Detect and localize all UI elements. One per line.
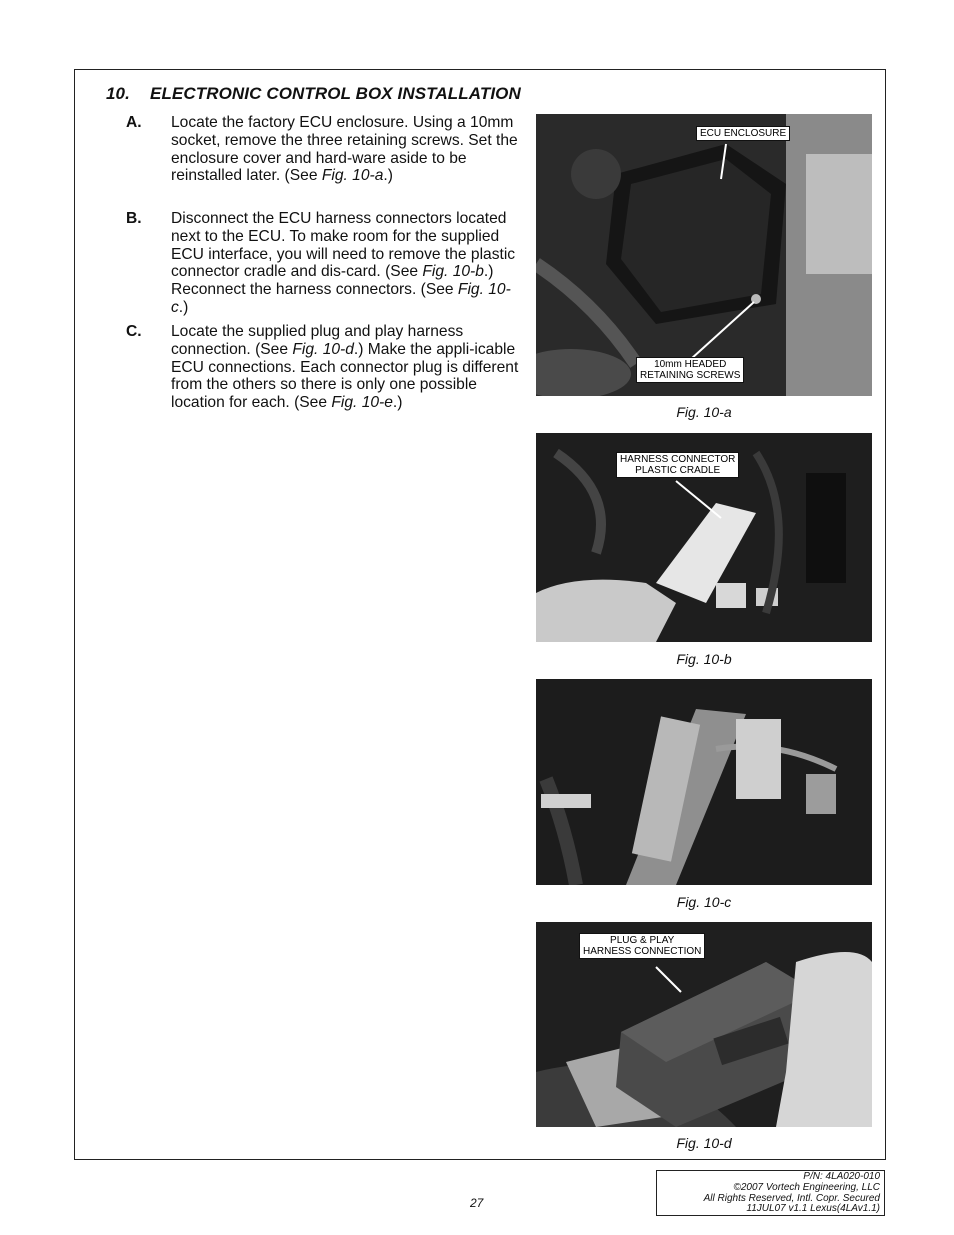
section-title xyxy=(106,84,521,104)
figure-reference: Fig. 10-a xyxy=(321,167,384,185)
section-number: 10. xyxy=(106,84,130,103)
rights-line: All Rights Reserved, Intl. Copr. Secured xyxy=(703,1192,880,1204)
version-line: 11JUL07 v1.1 Lexus(4LAv1.1) xyxy=(746,1203,880,1215)
step-letter: A. xyxy=(126,114,142,131)
step-letter: C. xyxy=(126,323,142,340)
callout-line: HARNESS CONNECTION xyxy=(583,946,702,957)
step-c xyxy=(126,323,526,433)
part-number: P/N: 4LA020-010 xyxy=(803,1171,880,1182)
step-text-part: .) Make the appli-icable ECU connections. Each connector plug is different from the others so there is only one possible location for each. (See xyxy=(171,340,519,412)
callout-line: 10mm HEADED xyxy=(654,359,727,370)
section-title-text: ELECTRONIC CONTROL BOX INSTALLATION xyxy=(150,84,521,103)
callout-line: PLASTIC CRADLE xyxy=(635,465,721,476)
figure-caption: Fig. 10-a xyxy=(676,404,732,420)
callout-retaining-screws xyxy=(636,357,744,383)
copyright-line: ©2007 Vortech Engineering, LLC xyxy=(733,1181,880,1193)
figure-10c-photo xyxy=(536,679,872,885)
step-text-part: Locate the factory ECU enclosure. Using a 10mm socket, remove the three retaining screws. Set the enclosure cover and hard-ware aside to be reinstalled later. (See xyxy=(171,114,518,185)
figure-10d-photo xyxy=(536,922,872,1127)
step-text-part: .) Reconnect the harness connectors. (See xyxy=(171,263,494,299)
copyright-box xyxy=(656,1170,885,1216)
step-a xyxy=(126,114,526,206)
figure-reference: Fig. 10-c xyxy=(171,281,511,316)
callout-plug-play xyxy=(579,933,705,959)
figure-reference: Fig. 10-d xyxy=(292,340,354,358)
step-text-part: .) xyxy=(178,298,189,316)
step-letter: B. xyxy=(126,210,142,227)
figure-caption: Fig. 10-d xyxy=(676,1135,732,1151)
callout-line: RETAINING SCREWS xyxy=(640,370,741,381)
figure-caption: Fig. 10-b xyxy=(676,651,732,667)
callout-ecu-enclosure: ECU ENCLOSURE xyxy=(696,126,790,141)
figure-10a-photo xyxy=(536,114,872,396)
step-text xyxy=(171,323,523,412)
step-b xyxy=(126,210,526,320)
step-text-part: Disconnect the ECU harness connectors located next to the ECU. To make room for the supplied ECU interface, you will need to remove the plastic connector cradle and dis-card. (See xyxy=(171,210,516,281)
callout-plastic-cradle xyxy=(616,452,739,478)
callout-line: PLUG & PLAY xyxy=(610,935,675,946)
page-number: 27 xyxy=(470,1196,484,1210)
step-text xyxy=(171,114,523,185)
figure-10b-photo xyxy=(536,433,872,642)
figure-caption: Fig. 10-c xyxy=(676,894,732,910)
figure-reference: Fig. 10-b xyxy=(422,263,484,281)
callout-line: HARNESS CONNECTOR xyxy=(620,454,736,465)
step-text-part: .) xyxy=(383,167,393,185)
step-text-part: .) xyxy=(392,394,403,412)
step-text xyxy=(171,210,523,317)
figure-reference: Fig. 10-e xyxy=(331,394,393,412)
step-text-part: Locate the supplied plug and play harness connection. (See xyxy=(171,323,464,358)
